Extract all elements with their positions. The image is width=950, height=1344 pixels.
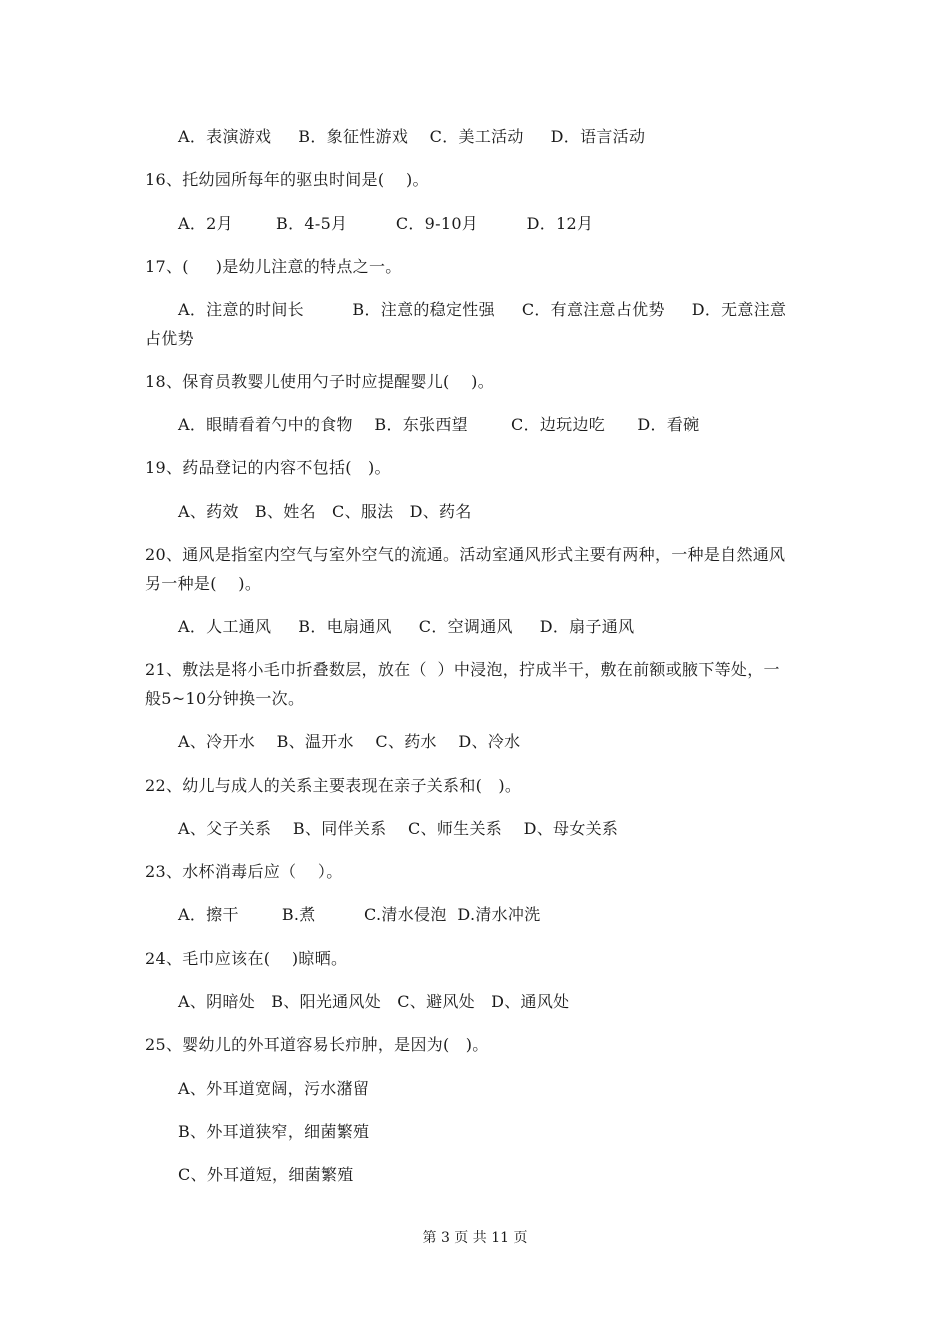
q25-option-b: B、外耳道狭窄，细菌繁殖 bbox=[178, 1122, 370, 1141]
q21-stem: 21、敷法是将小毛巾折叠数层，放在（ ）中浸泡，拧成半干，敷在前额或腋下等处，一 bbox=[145, 660, 780, 679]
q20-options: A．人工通风 B．电扇通风 C．空调通风 D．扇子通风 bbox=[178, 617, 635, 636]
q25-stem: 25、婴幼儿的外耳道容易长疖肿，是因为( )。 bbox=[145, 1035, 489, 1054]
q16-stem: 16、托幼园所每年的驱虫时间是( )。 bbox=[145, 170, 429, 189]
q25-option-a: A、外耳道宽阔，污水潴留 bbox=[178, 1079, 370, 1098]
q17-options-continued: 占优势 bbox=[145, 329, 194, 348]
q17-options: A．注意的时间长 B．注意的稳定性强 C．有意注意占优势 D．无意注意 bbox=[178, 300, 787, 319]
q24-options: A、阴暗处 B、阳光通风处 C、避风处 D、通风处 bbox=[178, 992, 570, 1011]
q18-options: A．眼睛看着勺中的食物 B．东张西望 C．边玩边吃 D．看碗 bbox=[178, 415, 700, 434]
q23-stem: 23、水杯消毒后应（ ）。 bbox=[145, 862, 343, 881]
q21-stem-continued: 般5~10分钟换一次。 bbox=[145, 689, 305, 708]
page-number-footer: 第 3 页 共 11 页 bbox=[422, 1230, 528, 1246]
q20-stem: 20、通风是指室内空气与室外空气的流通。活动室通风形式主要有两种，一种是自然通风 bbox=[145, 545, 786, 564]
q19-options: A、药效 B、姓名 C、服法 D、药名 bbox=[178, 502, 472, 521]
q22-options: A、父子关系 B、同伴关系 C、师生关系 D、母女关系 bbox=[178, 819, 619, 838]
q16-options: A．2月 B．4-5月 C．9-10月 D．12月 bbox=[178, 214, 594, 233]
q20-stem-continued: 另一种是( )。 bbox=[145, 574, 262, 593]
q22-stem: 22、幼儿与成人的关系主要表现在亲子关系和( )。 bbox=[145, 776, 522, 795]
q21-options: A、冷开水 B、温开水 C、药水 D、冷水 bbox=[178, 732, 521, 751]
q18-stem: 18、保育员教婴儿使用勺子时应提醒婴儿( )。 bbox=[145, 372, 494, 391]
q17-stem: 17、( )是幼儿注意的特点之一。 bbox=[145, 257, 402, 276]
q19-stem: 19、药品登记的内容不包括( )。 bbox=[145, 458, 391, 477]
q25-option-c: C、外耳道短，细菌繁殖 bbox=[178, 1165, 354, 1184]
q23-options: A．擦干 B.煮 C.清水侵泡 D.清水冲洗 bbox=[178, 905, 541, 924]
q15-options: A．表演游戏 B．象征性游戏 C．美工活动 D．语言活动 bbox=[178, 127, 646, 146]
q24-stem: 24、毛巾应该在( )晾晒。 bbox=[145, 949, 348, 968]
